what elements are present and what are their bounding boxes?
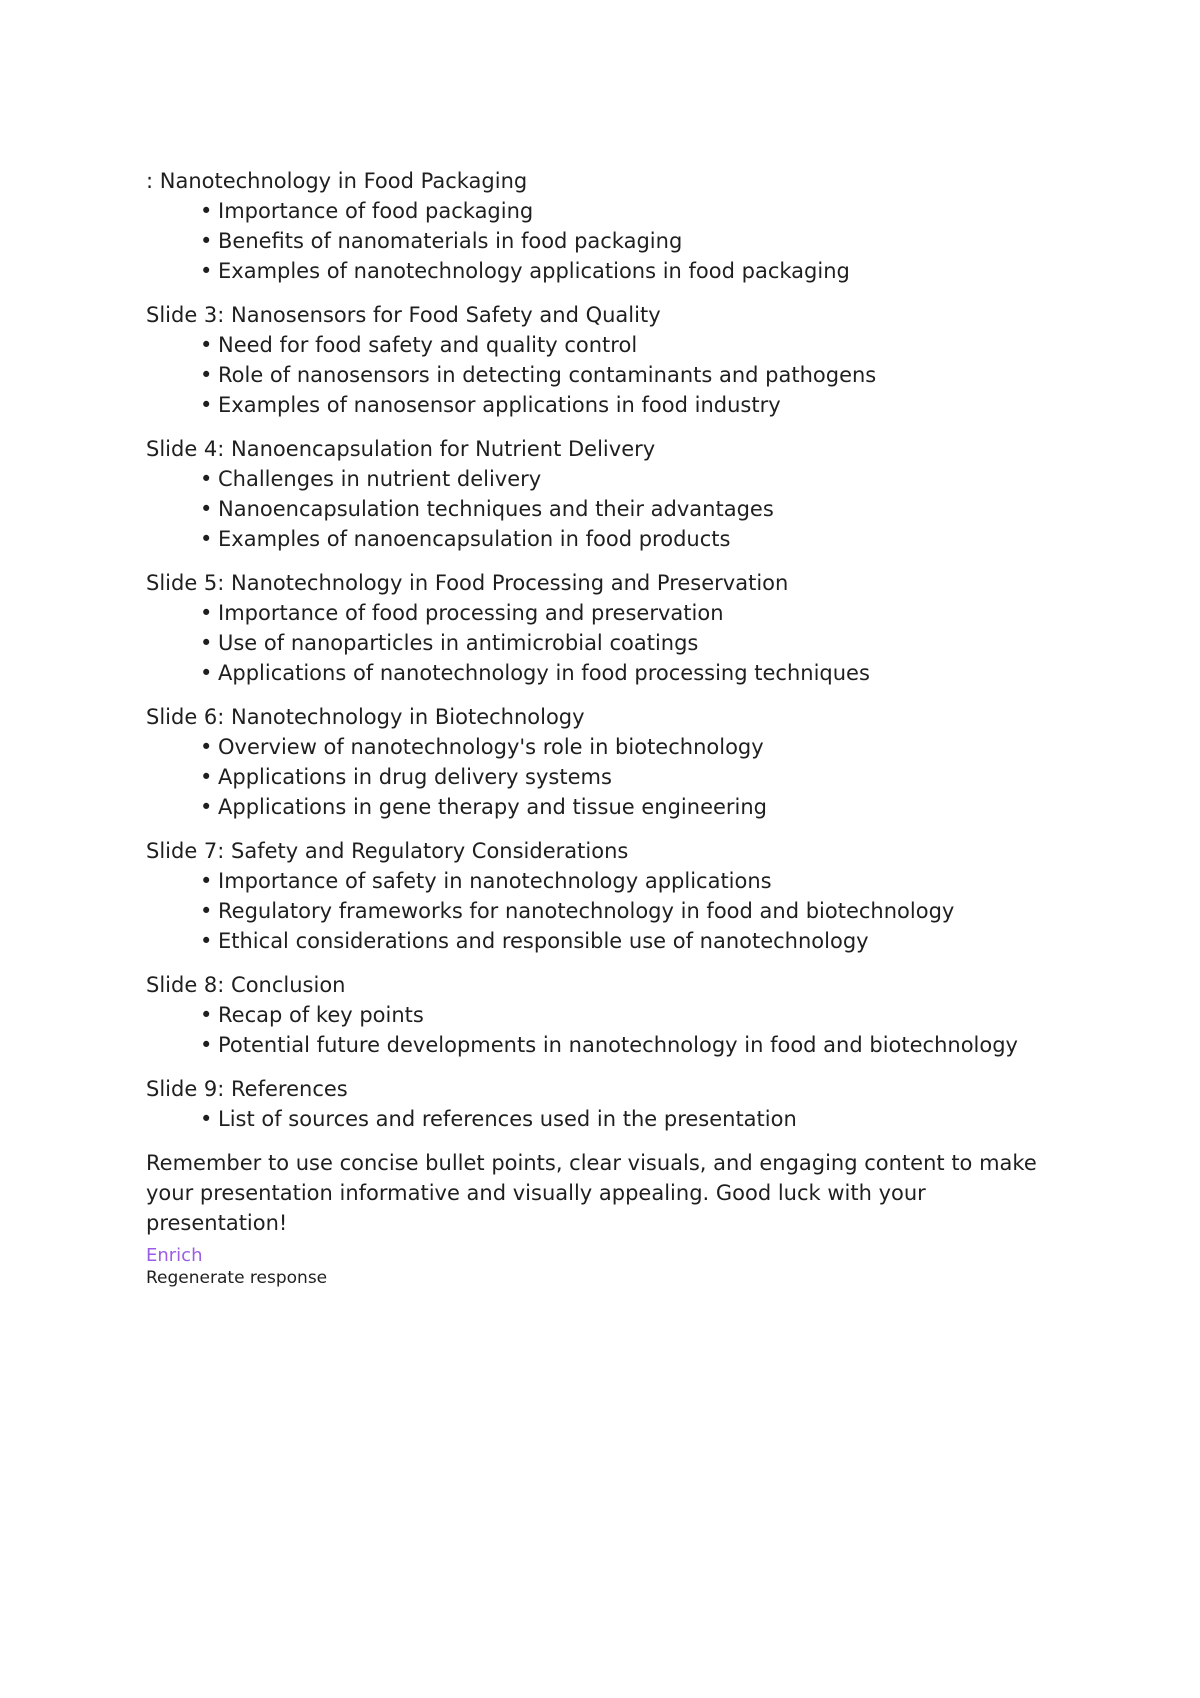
slide-heading: Slide 5: Nanotechnology in Food Processing and Preservation	[146, 571, 789, 595]
bullet-item: • Use of nanoparticles in antimicrobial coatings	[200, 628, 1076, 658]
document-page	[146, 166, 1076, 1288]
bullet-item: • Importance of food processing and preservation	[200, 598, 1076, 628]
slide-section	[146, 836, 1076, 956]
bullet-list	[146, 196, 1076, 286]
bullet-list	[146, 598, 1076, 688]
bullet-list	[146, 464, 1076, 554]
bullet-item: • Importance of safety in nanotechnology applications	[200, 866, 1076, 896]
bullet-item: • Importance of food packaging	[200, 196, 1076, 226]
bullet-list	[146, 732, 1076, 822]
slide-heading: : Nanotechnology in Food Packaging	[146, 169, 528, 193]
bullet-item: • Ethical considerations and responsible use of nanotechnology	[200, 926, 1076, 956]
bullet-list	[146, 330, 1076, 420]
slide-heading: Slide 7: Safety and Regulatory Considerations	[146, 839, 629, 863]
slide-section	[146, 970, 1076, 1060]
bullet-item: • Examples of nanoencapsulation in food products	[200, 524, 1076, 554]
bullet-item: • Applications of nanotechnology in food processing techniques	[200, 658, 1076, 688]
bullet-list	[146, 1104, 1076, 1134]
bullet-item: • Benefits of nanomaterials in food packaging	[200, 226, 1076, 256]
slide-section	[146, 166, 1076, 286]
slide-heading: Slide 8: Conclusion	[146, 973, 346, 997]
slide-heading: Slide 3: Nanosensors for Food Safety and Quality	[146, 303, 661, 327]
bullet-item: • Recap of key points	[200, 1000, 1076, 1030]
slide-heading: Slide 9: References	[146, 1077, 348, 1101]
closing-paragraph: Remember to use concise bullet points, clear visuals, and engaging content to make your presentation informative and visually appealing. Good luck with your presentation!	[146, 1151, 1037, 1235]
regenerate-response-button[interactable]: Regenerate response	[146, 1268, 328, 1288]
bullet-item: • Applications in drug delivery systems	[200, 762, 1076, 792]
slide-outline	[146, 166, 1076, 1134]
slide-section	[146, 434, 1076, 554]
slide-section	[146, 1074, 1076, 1134]
bullet-list	[146, 1000, 1076, 1060]
enrich-link[interactable]: Enrich	[146, 1245, 203, 1266]
bullet-item: • Applications in gene therapy and tissue engineering	[200, 792, 1076, 822]
slide-heading: Slide 6: Nanotechnology in Biotechnology	[146, 705, 585, 729]
bullet-item: • Challenges in nutrient delivery	[200, 464, 1076, 494]
bullet-item: • Regulatory frameworks for nanotechnology in food and biotechnology	[200, 896, 1076, 926]
bullet-item: • Need for food safety and quality control	[200, 330, 1076, 360]
bullet-item: • Examples of nanosensor applications in food industry	[200, 390, 1076, 420]
slide-heading: Slide 4: Nanoencapsulation for Nutrient Delivery	[146, 437, 656, 461]
bullet-item: • Examples of nanotechnology applications in food packaging	[200, 256, 1076, 286]
bullet-item: • List of sources and references used in the presentation	[200, 1104, 1076, 1134]
bullet-item: • Potential future developments in nanotechnology in food and biotechnology	[200, 1030, 1076, 1060]
slide-section	[146, 702, 1076, 822]
bullet-item: • Role of nanosensors in detecting contaminants and pathogens	[200, 360, 1076, 390]
bullet-item: • Nanoencapsulation techniques and their advantages	[200, 494, 1076, 524]
bullet-item: • Overview of nanotechnology's role in biotechnology	[200, 732, 1076, 762]
slide-section	[146, 300, 1076, 420]
slide-section	[146, 568, 1076, 688]
bullet-list	[146, 866, 1076, 956]
